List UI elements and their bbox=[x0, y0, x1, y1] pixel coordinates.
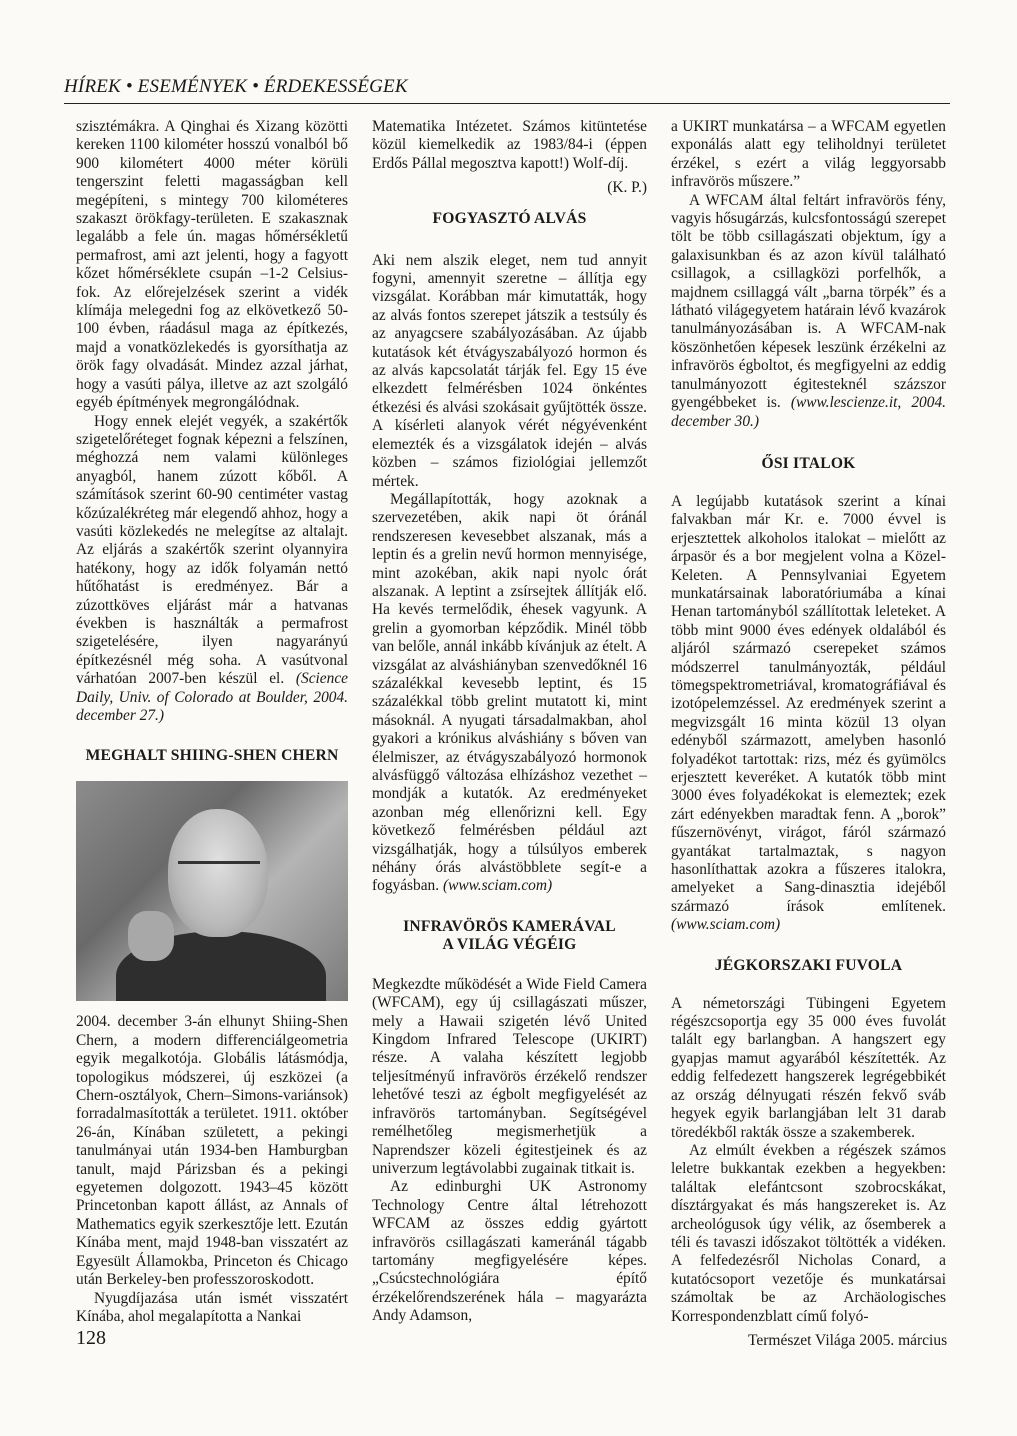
column-3 bbox=[671, 118, 946, 1326]
paragraph: A németországi Tübingeni Egyetem régészcsoportja egy 35 000 éves fuvolát talált egy barlangban. A hangszert egy gyapjas mamut agyarából készítették. Az eddig felfedezett hangszerek legrégebbikét az ország délnyugati részén fekvő sváb hegyek egyik barlangjában lelt 31 darab töredékből rakták össze a szakemberek. bbox=[671, 994, 946, 1141]
paragraph-text: A WFCAM által feltárt infravörös fény, vagyis hősugárzás, kulcsfontosságú szerepet tölt be több csillagászati objektum, így a galaxisunkban és az azon kívül található csillagok, a csillagközi porfelhők, a majdnem csillaggá vált „barna törpék” és a látható világegyetem határain lévő kvazárok tanulmányozásában is. A WFCAM-nak köszönhetően képesek leszünk érzékelni az infravörös égboltot, és megfigyelni az eddig tanulmányozott égitesteknél százszor gyengébbeket is. bbox=[671, 191, 946, 412]
portrait-photo bbox=[76, 781, 348, 1001]
paragraph: szisztémákra. A Qinghai és Xizang közötti kereken 1100 kilométer hosszú vonalból bő 900 kilométert 4000 méter körüli tengerszint feletti magasságban kell megépíteni, s mintegy 700 kilométeres szakaszt örökfagy-területen. E szakasznak legalább a fele ún. magas hőmérsékletű permafrost, ami azt jelenti, hogy a fagyott kőzet hőmérséklete csupán –1-2 Celsius-fok. Az előrejelzések szerint a vidék klímája melegedni fog az elkövetkező 50-100 évben, ráadásul maga az építkezés, majd a vonatközlekedés is gyorsíthatja az örök fagy olvadását. Mindez azzal járhat, hogy a vasúti pálya, illetve az azt szolgáló egyéb építmények megrongálódnak. bbox=[76, 118, 348, 412]
paragraph: a UKIRT munkatársa – a WFCAM egyetlen exponálás alatt egy teliholdnyi területet érzékel, s ezért a világ leggyorsabb infravörös műszere.” bbox=[671, 118, 946, 191]
page-number: 128 bbox=[76, 1327, 106, 1349]
paragraph-text: A legújabb kutatások szerint a kínai falvakban már Kr. e. 7000 évvel is erjesztettek alkoholos italokat – mielőtt az árpasör és a bor megjelent volna a Közel-Keleten. A Pennsylvaniai Egyetem munkatársainak laboratóriumába a kínai Henan tartományból szállítottak leleteket. A több mint 9000 éves edények oldalából és aljáról származó cserepeket számos módszerrel tanulmányozták, például tömegspektrometriával, kromatográfiával és izotópelemzéssel. Az eredmények szerint a megvizsgált 16 minta közül 13 olyan edényből származott, amelyben hasonló folyadékot tartottak: rizs, méz és gyümölcs erjesztett keveréket. A kutatók több mint 3000 éves folyadékokat is elemeztek; ezek zárt edényekben maradtak fenn. A „borok” fűszernövényt, virágot, fáról származó gyantákat tartalmaztak, s nagyon hasonlíthattak azokra a fűszeres italokra, amelyeket a Sang-dinasztia idejéből származó írások említenek. bbox=[671, 492, 946, 915]
source-citation: (www.sciam.com) bbox=[671, 916, 781, 934]
paragraph: Matematika Intézetet. Számos kitüntetése közül kiemelkedik az 1983/84-i (éppen Erdős Pállal megosztva kapott!) Wolf-díj. bbox=[372, 118, 647, 172]
author-signature: (K. P.) bbox=[607, 179, 647, 197]
journal-footer: Természet Világa 2005. március bbox=[748, 1332, 948, 1349]
header-rule bbox=[64, 103, 950, 104]
paragraph: Aki nem alszik eleget, nem tud annyit fogyni, amennyit szeretne – állítja egy vizsgálat. Korábban már kimutatták, hogy az alvás fontos szerepet játszik a testsúly és az anyagcsere szabályozásában. Az újabb kutatások két étvágyszabályozó hormon és az alvás kapcsolatát tárják fel. Egy 15 éve elkezdett felmérésben 1024 önkéntes étkezési és alvási szokásait gyűjtötték össze. A kísérleti alanyok vérét négyévenként elemezték és a vizsgálatok idején – alvás közben – számos fiziológiai jellemzőt mértek. bbox=[372, 251, 647, 490]
source-citation: (www.sciam.com) bbox=[442, 877, 553, 895]
paragraph bbox=[76, 413, 348, 726]
article-heading: FOGYASZTÓ ALVÁS bbox=[432, 209, 587, 227]
heading-line: A VILÁG VÉGÉIG bbox=[442, 935, 577, 953]
column-1 bbox=[76, 118, 348, 1326]
paragraph bbox=[671, 493, 946, 935]
article-heading bbox=[372, 918, 647, 954]
heading-line: INFRAVÖRÖS KAMERÁVAL bbox=[403, 917, 616, 935]
column-2 bbox=[372, 118, 647, 1326]
article-heading: JÉGKORSZAKI FUVOLA bbox=[714, 956, 903, 974]
paragraph bbox=[372, 491, 647, 896]
paragraph: Az elmúlt években a régészek számos leletre bukkantak ezekben a hegyekben: találtak elefántcsont szobrocskákat, dísztárgyakat és más hangszereket is. Az archeológusok úgy vélik, az ősemberek a téli és tavaszi időszakot töltötték a vidéken. A felfedezésről Nicholas Conard, a kutatócsoport vezetője és munkatársai számoltak be az Archäologisches Korrespondenzblatt című folyó- bbox=[671, 1141, 946, 1325]
running-head: HÍREK • ESEMÉNYEK • ÉRDEKESSÉGEK bbox=[64, 76, 408, 97]
paragraph bbox=[671, 192, 946, 431]
article-heading: ŐSI ITALOK bbox=[761, 454, 856, 472]
paragraph-text: Hogy ennek elejét vegyék, a szakértők szigetelőréteget fognak képezni a felszínen, méghozzá nem valami különleges anyagból, hanem zúzott kőből. A számítások szerint 60-90 centiméter vastag kőzúzalékréteg már elegendő ahhoz, hogy a vasúti közlekedés ne melegítse az altalajt. Az eljárás a szakértők szerint olyannyira hatékony, hogy az idők folyamán nettó hűtőhatást is eredményez. Bár a zúzottköves eljárást már a hatvanas években is használták a permafrost szigetelésére, ilyen nagyarányú építkezésnél még soha. A vasútvonal várhatóan 2007-ben készül el. bbox=[76, 412, 348, 688]
paragraph: Nyugdíjazása után ismét visszatért Kínába, ahol megalapította a Nankai bbox=[76, 1289, 348, 1325]
paragraph: Az edinburghi UK Astronomy Technology Centre által létrehozott WFCAM az összes eddig gyártott infravörös csillagászati kameránál tágabb tartomány megfigyelésére képes. „Csúcstechnológiára építő érzékelőrendszerének hála – magyarázta Andy Adamson, bbox=[372, 1178, 647, 1325]
source-citation: (Science Daily, Univ. of Colorado at Boulder, 2004. december 27.) bbox=[76, 670, 348, 724]
source-citation: (www.lescienze.it, 2004. december 30.) bbox=[671, 394, 946, 430]
article-heading: MEGHALT SHIING-SHEN CHERN bbox=[85, 747, 339, 765]
paragraph: Megkezdte működését a Wide Field Camera (WFCAM), egy új csillagászati műszer, mely a Hawaii szigetén lévő United Kingdom Infrared Telescope (UKIRT) része. A valaha készített legjobb teljesítményű infravörös érzékelő rendszer lehetővé teszi az égbolt megfigyelését az infravörös tartományban. Segítségével remélhetőleg megismerhetjük a Naprendszer közeli égitestjeinek és az univerzum legtávolabbi zugainak titkait is. bbox=[372, 975, 647, 1177]
paragraph-text: Megállapították, hogy azoknak a szervezetében, akik napi öt óránál rendszeresen kevesebbet alszanak, más a leptin és a grelin nevű hormon mennyisége, mint azokéban, akik napi nyolc órát alszanak. A leptint a zsírsejtek állítják elő. Ha kevés termelődik, éhesek vagyunk. A grelin a gyomorban képződik. Minél több van belőle, annál inkább kívánjuk az ételt. A vizsgálat az alváshiányban szenvedőknél 16 százalékkal kevesebb leptint, és 15 százalékkal több grelint mutatott ki, mint másoknál. A nyugati társadalmakban, ahol gyakori a krónikus alváshiány s bőven van élelmiszer, az étvágyszabályozó hormonok alvásfüggő változása elhízáshoz vezethet – mondják a kutatók. Az eredményeket azonban még ellenőrizni kell. Egy következő felmérésben például azt vizsgálhatják, hogy a túlsúlyos emberek néhány órás alvástöbblete segít-e a fogyásban. bbox=[372, 490, 647, 895]
paragraph: 2004. december 3-án elhunyt Shiing-Shen Chern, a modern differenciálgeometria egyik megalkotója. Globális látásmódja, topologikus módszerei, új eszközei (a Chern-osztályok, Chern–Simons-variánsok) forradalmasították a területet. 1911. október 26-án, Kínában született, a pekingi tanulmányai után 1934-ben Hamburgban tanult, majd Párizsban és a pekingi egyetemen dolgozott. 1943–45 között Princetonban kapott állást, az Annals of Mathematics egyik szerkesztője lett. Ezután Kínába ment, majd 1948-ban visszatért az Egyesült Államokba, Princeton és Chicago után Berkeley-ben professzoroskodott. bbox=[76, 1013, 348, 1289]
